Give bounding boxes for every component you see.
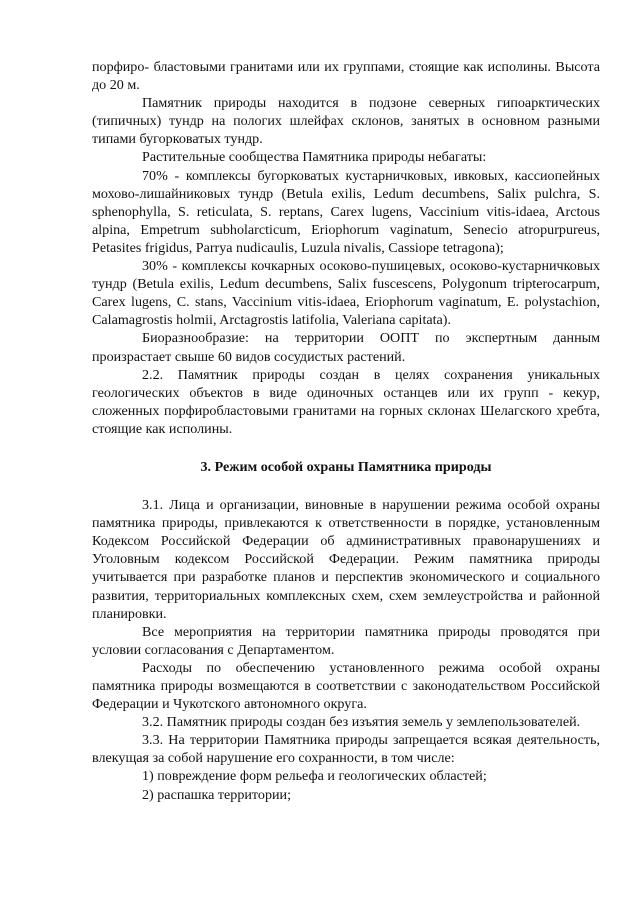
paragraph-granite-height: порфиро- бластовыми гранитами или их группами, стоящие как исполины. Высота до 20 м. (92, 59, 600, 94)
paragraph-70-percent: 70% - комплексы бугорковатых кустарничковых, ивковых, кассиопейных мохово-лишайниковых тундр (Betula exilis, Ledum decumbens, Salix pulchra, S. sphenophylla, S. reticulata, S. reptans, Carex lugens, Vaccinium vitis-idaea, Arctous alpina, Empetrum subholarcticum, Eriophorum vaginatum, Senecio atropurpureus, Petasites frigidus, Parrya nudicaulis, Luzula nivalis, Cassiope tetragona); (92, 167, 600, 256)
paragraph-3-3: 3.3. На территории Памятника природы запрещается всякая деятельность, влекущая за собой нарушение его сохранности, в том числе: (92, 732, 600, 767)
paragraph-subzone: Памятник природы находится в подзоне северных гипоарктических (типичных) тундр на пологих шлейфах склонов, занятых в основном разными типами бугорковатых тундр. (92, 95, 600, 148)
list-item-2: 2) распашка территории; (142, 786, 292, 803)
paragraph-expenses: Расходы по обеспечению установленного режима особой охраны памятника природы возмещаются в соответствии с законодательством Российской Федерации и Чукотского автономного округа. (92, 659, 600, 713)
paragraph-plant-communities: Растительные сообщества Памятника природы небагаты: (142, 149, 487, 166)
paragraph-2-2: 2.2. Памятник природы создан в целях сохранения уникальных геологических объектов в виде одиночных останцев или их групп - кекур, сложенных порфиробластовыми гранитами на горных склонах Шелагского хребта, стоящие как исполины. (92, 366, 600, 437)
document-page (92, 58, 600, 804)
paragraph-approval: Все мероприятия на территории памятника природы проводятся при условии согласования с Департаментом. (92, 623, 600, 658)
paragraph-3-2: 3.2. Памятник природы создан без изъятия земель у землепользователей. (142, 714, 581, 731)
section-heading: 3. Режим особой охраны Памятника природы (200, 458, 492, 475)
paragraph-30-percent: 30% - комплексы кочкарных осоково-пушицевых, осоково-кустарничковых тундр (Betula exilis, Ledum decumbens, Salix fuscescens, Polygonum tripterocarpum, Carex lugens, C. stans, Vaccinium vitis-idaea, Eriophorum vaginatum, E. polystachion, Calamagrostis holmii, Arctagrostis latifolia, Valeriana capitata). (92, 258, 600, 329)
paragraph-3-1: 3.1. Лица и организации, виновные в нарушении режима особой охраны памятника природы, привлекаются к ответственности в порядке, установленным Кодексом Российской Федерации об административных правонарушениях и Уголовным кодексом Российской Федерации. Режим памятника природы учитывается при разработке планов и перспектив экономического и социального развития, территориальных комплексных схем, схем землеустройства и районной планировки. (92, 497, 600, 622)
list-item-1: 1) повреждение форм рельефа и геологических областей; (142, 768, 487, 785)
paragraph-biodiversity: Биоразнообразие: на территории ООПТ по экспертным данным произрастает свыше 60 видов сосудистых растений. (92, 330, 600, 365)
